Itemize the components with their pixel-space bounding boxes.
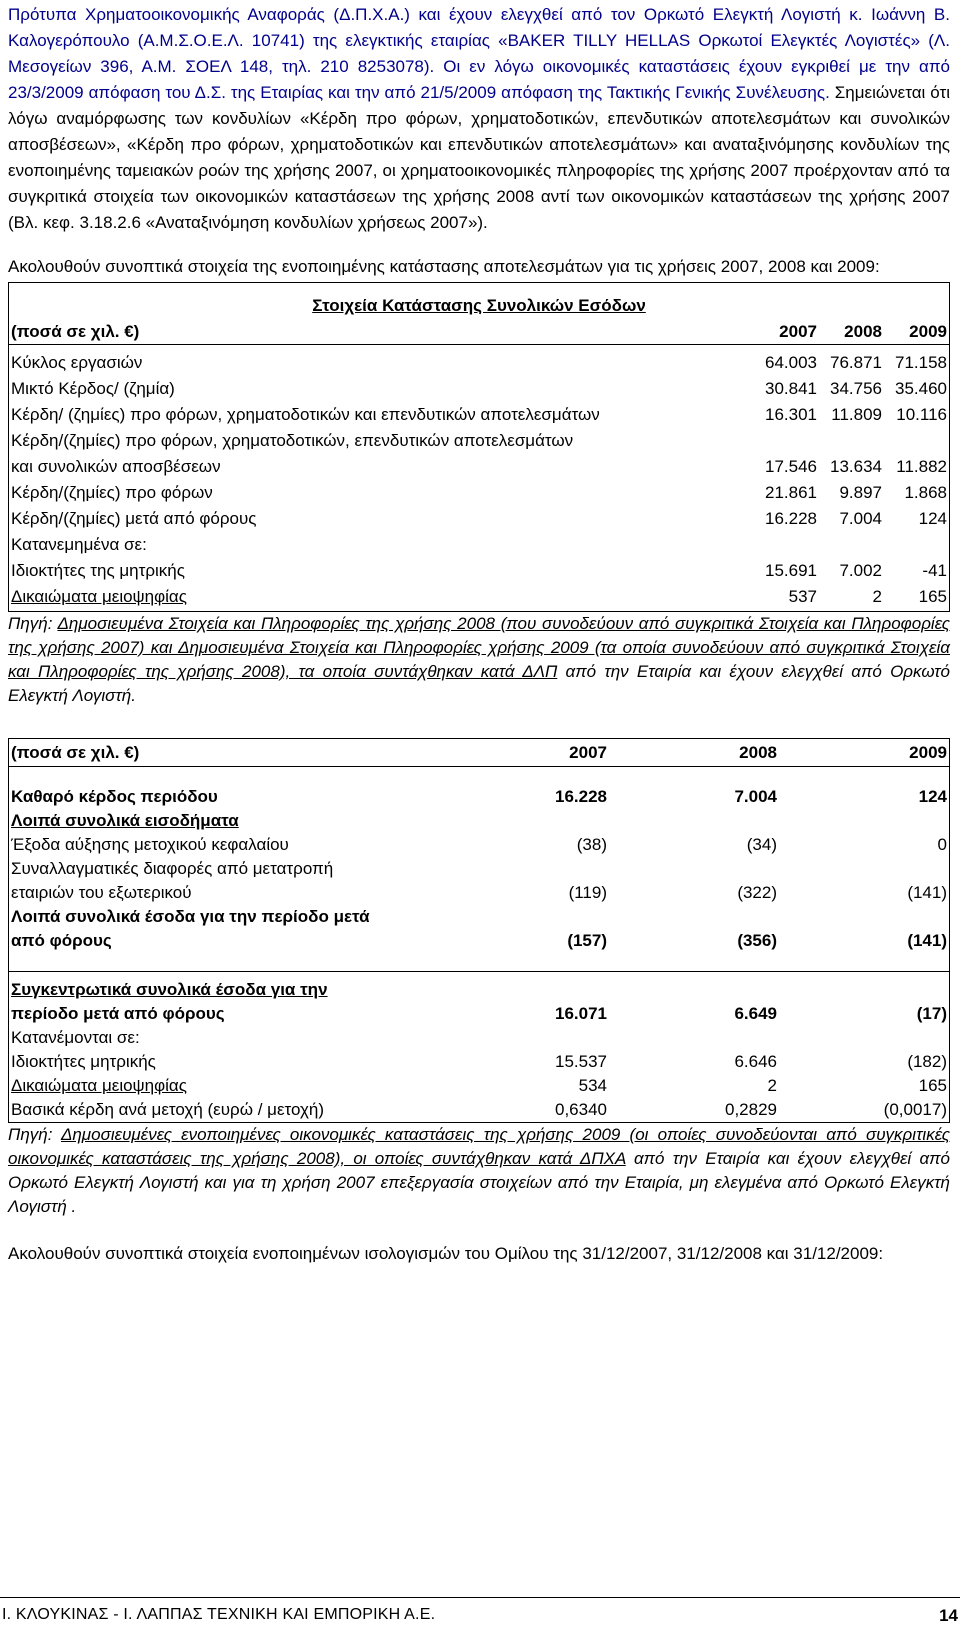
cell-2008: 13.634 bbox=[830, 457, 882, 476]
page-number: 14 bbox=[939, 1606, 958, 1625]
row-label: Κέρδη/(ζημίες) προ φόρων bbox=[11, 483, 213, 502]
cell-2008: 76.871 bbox=[830, 353, 882, 372]
row-label: Κέρδη/(ζημίες) μετά από φόρους bbox=[11, 509, 257, 528]
cell-2008: 9.897 bbox=[839, 483, 882, 502]
source-prefix: Πηγή: bbox=[8, 1125, 61, 1144]
cell-2009: 165 bbox=[918, 1076, 947, 1095]
cell-2008: 6.646 bbox=[734, 1052, 777, 1071]
cell-2007: 16.071 bbox=[555, 1004, 607, 1023]
cell-2009: 0 bbox=[937, 835, 947, 854]
cell-2007: 30.841 bbox=[765, 379, 817, 398]
table-row bbox=[9, 1098, 949, 1122]
table-row bbox=[9, 533, 949, 557]
page-footer bbox=[0, 1597, 960, 1638]
comprehensive-income-table bbox=[8, 738, 950, 1123]
cell-2009: (182) bbox=[907, 1052, 947, 1071]
cell-2009: 11.882 bbox=[896, 457, 947, 476]
source-standard: ΔΠΧΑ bbox=[579, 1149, 626, 1168]
intro-paragraph bbox=[8, 0, 950, 236]
row-label: Κέρδη/(ζημίες) προ φόρων, χρηματοδοτικών, επενδυτικών αποτελεσμάτων bbox=[11, 431, 574, 450]
total-section bbox=[9, 971, 949, 1122]
cell-2008: 7.004 bbox=[734, 787, 777, 806]
cell-2007: 21.861 bbox=[765, 483, 817, 502]
table2-source-note bbox=[8, 1123, 950, 1219]
cell-2007: 15.691 bbox=[765, 561, 817, 580]
header-2008: 2008 bbox=[739, 743, 777, 762]
header-units: (ποσά σε χιλ. €) bbox=[11, 322, 140, 341]
cell-2008: (356) bbox=[737, 931, 777, 950]
cell-2008: 6.649 bbox=[734, 1004, 777, 1023]
table-row bbox=[9, 833, 949, 857]
header-units: (ποσά σε χιλ. €) bbox=[11, 743, 140, 762]
row-label: Καθαρό κέρδος περιόδου bbox=[11, 787, 218, 806]
cell-2007: 537 bbox=[788, 587, 817, 606]
source-text-2: από την Εταιρία και έχουν ελεγχθεί από Ορκωτό Ελεγκτή Λογιστή και για τη χρήση 2007 επεξεργασία στοιχείων από την Εταιρία, μη ελεγμένα από Ορκωτό Ελεγκτή Λογιστή . bbox=[8, 1149, 950, 1216]
header-2009: 2009 bbox=[909, 322, 947, 341]
header-2007: 2007 bbox=[569, 743, 607, 762]
table-row bbox=[9, 481, 949, 505]
lead-paragraph-balance: Ακολουθούν συνοπτικά στοιχεία ενοποιημένων ισολογισμών του Ομίλου της 31/12/2007, 31/12/2008 και 31/12/2009: bbox=[8, 1244, 884, 1263]
table-row bbox=[9, 972, 949, 1002]
cell-2008: 2 bbox=[872, 587, 882, 606]
cell-2009: (0,0017) bbox=[883, 1100, 947, 1119]
header-2007: 2007 bbox=[779, 322, 817, 341]
table-row bbox=[9, 785, 949, 809]
cell-2007: (38) bbox=[576, 835, 607, 854]
source-text-2: Δημοσιευμένα Στοιχεία και Πληροφορίες χρήσης 2009 (τα οποία συνοδεύουν από συγκριτικά Στοιχεία και Πληροφορίες της χρήσης 2008), τα οποία συντάχθηκαν κατά bbox=[8, 638, 950, 681]
row-label: περίοδο μετά από φόρους bbox=[11, 1004, 225, 1023]
table-row bbox=[9, 929, 949, 953]
cell-2008: 7.004 bbox=[839, 509, 882, 528]
source-text-3: από την Εταιρία και έχουν ελεγχθεί από Ορκωτό Ελεγκτή Λογιστή. bbox=[8, 662, 950, 705]
cell-2008: 34.756 bbox=[830, 379, 882, 398]
cell-2008: 0,2829 bbox=[725, 1100, 777, 1119]
header-2009: 2009 bbox=[909, 743, 947, 762]
table-title: Στοιχεία Κατάστασης Συνολικών Εσόδων bbox=[312, 296, 646, 315]
header-2008: 2008 bbox=[844, 322, 882, 341]
cell-2009: 165 bbox=[918, 587, 947, 606]
table1-source-note bbox=[8, 612, 950, 708]
cell-2008: 7.002 bbox=[839, 561, 882, 580]
row-label: εταιριών του εξωτερικού bbox=[11, 883, 192, 902]
row-label: Λοιπά συνολικά έσοδα για την περίοδο μετά bbox=[11, 907, 370, 926]
row-label: Δικαιώματα μειοψηφίας bbox=[11, 587, 187, 606]
cell-2009: 1.868 bbox=[904, 483, 947, 502]
table-row bbox=[9, 881, 949, 905]
cell-2008: (34) bbox=[746, 835, 777, 854]
intro-text-highlighted: Πρότυπα Χρηματοοικονομικής Αναφοράς (Δ.Π.Χ.Α.) και έχουν ελεγχθεί από τον Ορκωτό Ελεγκτή Λογιστή κ. Ιωάννη Β. Καλογερόπουλο (Α.Μ.Σ.Ο.Ε.Λ. 10741) της ελεγκτικής εταιρίας «BAKER TILLY HELLAS Ορκωτοί Ελεγκτές Λογιστές» (Λ. Μεσογείων 396, Α.Μ. ΣΟΕΛ 148, τηλ. 210 8253078). Οι εν λόγω οικονομικές καταστάσεις έχουν εγκριθεί με την από 23/3/2009 απόφαση του Δ.Σ. της Εταιρίας και την από 21/5/2009 απόφαση της Τακτικής Γενικής Συνέλευσης. bbox=[8, 5, 950, 102]
cell-2007: 534 bbox=[578, 1076, 607, 1095]
cell-2007: 64.003 bbox=[765, 353, 817, 372]
row-label: Κέρδη/ (ζημίες) προ φόρων, χρηματοδοτικών και επενδυτικών αποτελεσμάτων bbox=[11, 405, 600, 424]
row-label: Ιδιοκτήτες μητρικής bbox=[11, 1052, 156, 1071]
row-label: Συγκεντρωτικά συνολικά έσοδα για την bbox=[11, 980, 328, 999]
table-row bbox=[9, 403, 949, 427]
source-prefix: Πηγή: bbox=[8, 614, 58, 633]
row-label: Λοιπά συνολικά εισοδήματα bbox=[11, 811, 239, 830]
source-text-1: Δημοσιευμένες ενοποιημένες οικονομικές καταστάσεις της χρήσης 2009 (οι οποίες συνοδεύονται από συγκριτικές οικονομικές καταστάσεις της χρήσης 2008), οι οποίες συντάχθηκαν κατά bbox=[8, 1125, 950, 1168]
table-row bbox=[9, 455, 949, 479]
row-label: Συναλλαγματικές διαφορές από μετατροπή bbox=[11, 859, 334, 878]
cell-2007: 17.546 bbox=[765, 457, 817, 476]
cell-2007: 16.228 bbox=[555, 787, 607, 806]
row-label: Κύκλος εργασιών bbox=[11, 353, 143, 372]
cell-2008: 11.809 bbox=[831, 405, 882, 424]
row-label: Μικτό Κέρδος/ (ζημία) bbox=[11, 379, 175, 398]
cell-2007: 0,6340 bbox=[555, 1100, 607, 1119]
cell-2009: 124 bbox=[918, 787, 947, 806]
table-row bbox=[9, 429, 949, 453]
row-label: Δικαιώματα μειοψηφίας bbox=[11, 1076, 187, 1095]
row-label: και συνολικών αποσβέσεων bbox=[11, 457, 221, 476]
table-body bbox=[9, 347, 949, 609]
row-label: Έξοδα αύξησης μετοχικού κεφαλαίου bbox=[11, 835, 289, 854]
source-standard: ΔΛΠ bbox=[522, 662, 558, 681]
table-row bbox=[9, 559, 949, 583]
cell-2009: (17) bbox=[916, 1004, 947, 1023]
row-label: Βασικά κέρδη ανά μετοχή (ευρώ / μετοχή) bbox=[11, 1100, 325, 1119]
cell-2008: 2 bbox=[767, 1076, 777, 1095]
cell-2009: -41 bbox=[922, 561, 947, 580]
income-statement-table bbox=[8, 282, 950, 612]
cell-2008: (322) bbox=[737, 883, 777, 902]
footer-company: Ι. ΚΛΟΥΚΙΝΑΣ - Ι. ΛΑΠΠΑΣ ΤΕΧΝΙΚΗ ΚΑΙ ΕΜΠΟΡΙΚΗ Α.Ε. bbox=[2, 1606, 436, 1623]
cell-2009: (141) bbox=[907, 931, 947, 950]
table-row bbox=[9, 585, 949, 609]
cell-2009: 10.116 bbox=[896, 405, 947, 424]
table-row bbox=[9, 1050, 949, 1074]
cell-2009: 71.158 bbox=[895, 353, 947, 372]
table-row bbox=[9, 377, 949, 401]
table-row bbox=[9, 905, 949, 929]
source-text-1: Δημοσιευμένα Στοιχεία και Πληροφορίες της χρήσης 2008 (που συνοδεύουν από συγκριτικά Στοιχεία και Πληροφορίες της χρήσης 2007) και bbox=[8, 614, 950, 657]
row-label: από φόρους bbox=[11, 931, 112, 950]
table-row bbox=[9, 1026, 949, 1050]
cell-2009: 124 bbox=[918, 509, 947, 528]
row-label: Κατανεμημένα σε: bbox=[11, 535, 147, 554]
table-header-row bbox=[9, 319, 949, 345]
table-row bbox=[9, 351, 949, 375]
table-row bbox=[9, 1074, 949, 1098]
cell-2007: (157) bbox=[567, 931, 607, 950]
row-label: Κατανέμονται σε: bbox=[11, 1028, 140, 1047]
table-header-row bbox=[9, 739, 949, 767]
cell-2009: 35.460 bbox=[895, 379, 947, 398]
lead-paragraph-income: Ακολουθούν συνοπτικά στοιχεία της ενοποιημένης κατάστασης αποτελεσμάτων για τις χρήσεις 2007, 2008 και 2009: bbox=[8, 257, 880, 276]
table-row bbox=[9, 507, 949, 531]
table-row bbox=[9, 1002, 949, 1026]
document-page bbox=[8, 0, 950, 1267]
cell-2009: (141) bbox=[907, 883, 947, 902]
row-label: Ιδιοκτήτες της μητρικής bbox=[11, 561, 185, 580]
table-row bbox=[9, 857, 949, 881]
cell-2007: (119) bbox=[568, 883, 607, 902]
section-title bbox=[9, 809, 949, 833]
cell-2007: 15.537 bbox=[555, 1052, 607, 1071]
intro-text: Σημειώνεται ότι λόγω αναμόρφωσης των κονδυλίων «Κέρδη προ φόρων, χρηματοδοτικών, επενδυτικών αποτελεσμάτων και συνολικών αποσβέσεων», «Κέρδη προ φόρων, χρηματοδοτικών και επενδυτικών αποτελεσμάτων» και αναταξινόμησης κονδυλίων της ενοποιημένης ταμειακών ροών της χρήσης 2007, οι χρηματοοικονομικές πληροφορίες της χρήσης 2007 προέρχονταν από τα συγκριτικά στοιχεία των οικονομικών καταστάσεων της χρήσης 2008 αντί των οικονομικών καταστάσεων της χρήσης 2007 (Βλ. κεφ. 3.18.2.6 «Αναταξινόμηση κονδυλίων χρήσεως 2007»). bbox=[8, 83, 950, 232]
cell-2007: 16.228 bbox=[765, 509, 817, 528]
cell-2007: 16.301 bbox=[765, 405, 817, 424]
